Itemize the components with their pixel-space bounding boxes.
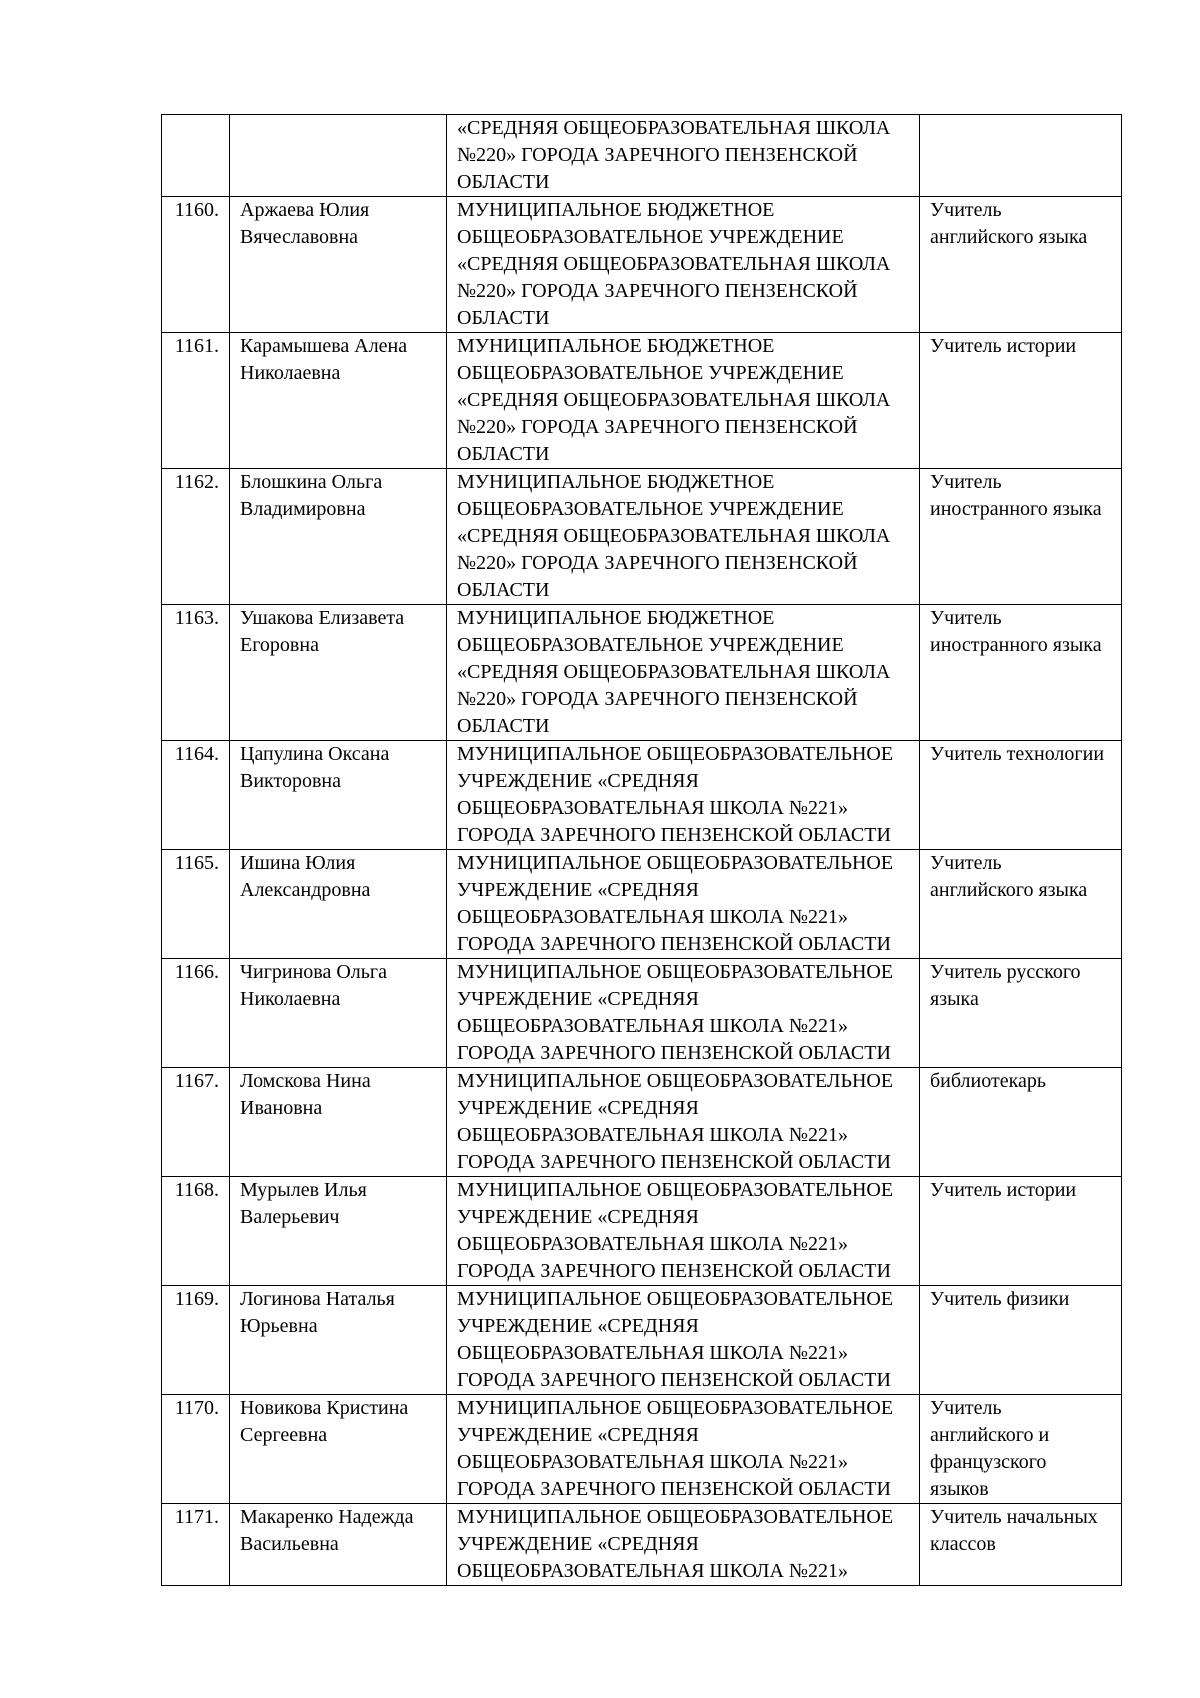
org-line: ОБЩЕОБРАЗОВАТЕЛЬНАЯ ШКОЛА №221» — [457, 1560, 848, 1582]
org-line: ОБЩЕОБРАЗОВАТЕЛЬНАЯ ШКОЛА №221» — [457, 1124, 848, 1146]
org-line: ОБЩЕОБРАЗОВАТЕЛЬНОЕ УЧРЕЖДЕНИЕ — [457, 634, 844, 656]
org-line: МУНИЦИПАЛЬНОЕ ОБЩЕОБРАЗОВАТЕЛЬНОЕ — [457, 1070, 894, 1092]
row-number: 1169. — [162, 1286, 230, 1395]
name-line: Логинова Наталья — [240, 1288, 395, 1310]
organization — [447, 1504, 920, 1586]
organization — [447, 605, 920, 741]
name-line: Николаевна — [240, 362, 341, 384]
org-line: «СРЕДНЯЯ ОБЩЕОБРАЗОВАТЕЛЬНАЯ ШКОЛА — [457, 117, 891, 139]
table-row — [162, 850, 1122, 959]
organization — [447, 1395, 920, 1504]
name-line: Карамышева Алена — [240, 335, 408, 357]
row-number: 1168. — [162, 1177, 230, 1286]
org-line: ОБЛАСТИ — [457, 579, 550, 601]
org-line: №220» ГОРОДА ЗАРЕЧНОГО ПЕНЗЕНСКОЙ — [457, 688, 858, 710]
name-line: Аржаева Юлия — [240, 199, 370, 221]
full-name — [230, 1068, 447, 1177]
org-line: УЧРЕЖДЕНИЕ «СРЕДНЯЯ — [457, 879, 699, 901]
full-name — [230, 197, 447, 333]
org-line: ОБЩЕОБРАЗОВАТЕЛЬНАЯ ШКОЛА №221» — [457, 797, 848, 819]
full-name — [230, 605, 447, 741]
position-line: Учитель — [930, 1397, 1002, 1419]
org-line: ГОРОДА ЗАРЕЧНОГО ПЕНЗЕНСКОЙ ОБЛАСТИ — [457, 933, 891, 955]
row-number: 1164. — [162, 741, 230, 850]
position-line: Учитель — [930, 607, 1002, 629]
name-line: Чигринова Ольга — [240, 961, 387, 983]
full-name — [230, 1504, 447, 1586]
position-line: библиотекарь — [930, 1070, 1047, 1092]
name-line: Вячеславовна — [240, 226, 359, 248]
name-line — [240, 142, 436, 169]
position-line — [930, 142, 1111, 169]
name-line: Валерьевич — [240, 1206, 340, 1228]
org-line: МУНИЦИПАЛЬНОЕ ОБЩЕОБРАЗОВАТЕЛЬНОЕ — [457, 1397, 894, 1419]
org-line: ГОРОДА ЗАРЕЧНОГО ПЕНЗЕНСКОЙ ОБЛАСТИ — [457, 1260, 891, 1282]
table-row — [162, 115, 1122, 197]
org-line: УЧРЕЖДЕНИЕ «СРЕДНЯЯ — [457, 1315, 699, 1337]
position — [920, 469, 1122, 605]
name-line: Сергеевна — [240, 1424, 328, 1446]
table-row — [162, 959, 1122, 1068]
name-line: Ломскова Нина — [240, 1070, 371, 1092]
position-line — [930, 1095, 1111, 1122]
position-line: Учитель технологии — [930, 743, 1105, 765]
position — [920, 605, 1122, 741]
name-line: Юрьевна — [240, 1315, 318, 1337]
name-line: Владимировна — [240, 498, 366, 520]
full-name — [230, 959, 447, 1068]
row-number — [162, 115, 230, 197]
name-line: Александровна — [240, 879, 371, 901]
position-line: Учитель истории — [930, 335, 1077, 357]
org-line: ОБЩЕОБРАЗОВАТЕЛЬНАЯ ШКОЛА №221» — [457, 1233, 848, 1255]
position-line: английского и — [930, 1424, 1050, 1446]
position-line: Учитель — [930, 852, 1002, 874]
org-line: ОБЩЕОБРАЗОВАТЕЛЬНОЕ УЧРЕЖДЕНИЕ — [457, 226, 844, 248]
org-line: «СРЕДНЯЯ ОБЩЕОБРАЗОВАТЕЛЬНАЯ ШКОЛА — [457, 525, 891, 547]
org-line: ГОРОДА ЗАРЕЧНОГО ПЕНЗЕНСКОЙ ОБЛАСТИ — [457, 1151, 891, 1173]
full-name — [230, 850, 447, 959]
position-line: иностранного языка — [930, 498, 1102, 520]
position — [920, 959, 1122, 1068]
org-line: «СРЕДНЯЯ ОБЩЕОБРАЗОВАТЕЛЬНАЯ ШКОЛА — [457, 389, 891, 411]
table-row — [162, 333, 1122, 469]
org-line: МУНИЦИПАЛЬНОЕ БЮДЖЕТНОЕ — [457, 471, 775, 493]
position-line: Учитель начальных — [930, 1506, 1098, 1528]
position — [920, 197, 1122, 333]
organization — [447, 741, 920, 850]
position — [920, 1286, 1122, 1395]
row-number: 1170. — [162, 1395, 230, 1504]
teachers-table — [161, 114, 1122, 1586]
full-name — [230, 469, 447, 605]
position-line — [930, 1313, 1111, 1340]
org-line: №220» ГОРОДА ЗАРЕЧНОГО ПЕНЗЕНСКОЙ — [457, 144, 858, 166]
org-line: ГОРОДА ЗАРЕЧНОГО ПЕНЗЕНСКОЙ ОБЛАСТИ — [457, 1042, 891, 1064]
row-number: 1171. — [162, 1504, 230, 1586]
org-line: МУНИЦИПАЛЬНОЕ БЮДЖЕТНОЕ — [457, 335, 775, 357]
position-line: Учитель русского — [930, 961, 1081, 983]
table-row — [162, 605, 1122, 741]
position-line: иностранного языка — [930, 634, 1102, 656]
org-line: МУНИЦИПАЛЬНОЕ БЮДЖЕТНОЕ — [457, 607, 775, 629]
name-line — [240, 115, 436, 142]
organization — [447, 197, 920, 333]
position-line: французского — [930, 1451, 1047, 1473]
org-line: УЧРЕЖДЕНИЕ «СРЕДНЯЯ — [457, 1533, 699, 1555]
full-name — [230, 115, 447, 197]
table-row — [162, 1068, 1122, 1177]
position — [920, 1068, 1122, 1177]
position — [920, 1177, 1122, 1286]
row-number: 1167. — [162, 1068, 230, 1177]
org-line: ОБЩЕОБРАЗОВАТЕЛЬНАЯ ШКОЛА №221» — [457, 906, 848, 928]
table-row — [162, 1177, 1122, 1286]
full-name — [230, 1286, 447, 1395]
full-name — [230, 1395, 447, 1504]
position-line: Учитель — [930, 471, 1002, 493]
organization — [447, 959, 920, 1068]
position — [920, 1395, 1122, 1504]
organization — [447, 333, 920, 469]
name-line: Викторовна — [240, 770, 341, 792]
table-row — [162, 741, 1122, 850]
organization — [447, 1286, 920, 1395]
organization — [447, 1068, 920, 1177]
row-number: 1162. — [162, 469, 230, 605]
table-body — [162, 115, 1122, 1586]
full-name — [230, 333, 447, 469]
org-line: ОБЩЕОБРАЗОВАТЕЛЬНАЯ ШКОЛА №221» — [457, 1015, 848, 1037]
org-line: ГОРОДА ЗАРЕЧНОГО ПЕНЗЕНСКОЙ ОБЛАСТИ — [457, 824, 891, 846]
organization — [447, 1177, 920, 1286]
position-line: классов — [930, 1533, 996, 1555]
table-row — [162, 469, 1122, 605]
org-line: ОБЩЕОБРАЗОВАТЕЛЬНОЕ УЧРЕЖДЕНИЕ — [457, 498, 844, 520]
position-line — [930, 360, 1111, 387]
position-line — [930, 768, 1111, 795]
name-line: Новикова Кристина — [240, 1397, 409, 1419]
organization — [447, 469, 920, 605]
position-line: Учитель физики — [930, 1288, 1070, 1310]
org-line: УЧРЕЖДЕНИЕ «СРЕДНЯЯ — [457, 988, 699, 1010]
name-line: Ишина Юлия — [240, 852, 356, 874]
org-line: «СРЕДНЯЯ ОБЩЕОБРАЗОВАТЕЛЬНАЯ ШКОЛА — [457, 661, 891, 683]
table-row — [162, 1286, 1122, 1395]
table-row — [162, 1504, 1122, 1586]
name-line: Егоровна — [240, 634, 319, 656]
org-line: УЧРЕЖДЕНИЕ «СРЕДНЯЯ — [457, 770, 699, 792]
name-line: Васильевна — [240, 1533, 339, 1555]
row-number: 1165. — [162, 850, 230, 959]
position-line: Учитель истории — [930, 1179, 1077, 1201]
org-line: №220» ГОРОДА ЗАРЕЧНОГО ПЕНЗЕНСКОЙ — [457, 552, 858, 574]
org-line: ОБЛАСТИ — [457, 443, 550, 465]
org-line: ОБЩЕОБРАЗОВАТЕЛЬНАЯ ШКОЛА №221» — [457, 1342, 848, 1364]
org-line: №220» ГОРОДА ЗАРЕЧНОГО ПЕНЗЕНСКОЙ — [457, 280, 858, 302]
row-number: 1163. — [162, 605, 230, 741]
org-line: МУНИЦИПАЛЬНОЕ ОБЩЕОБРАЗОВАТЕЛЬНОЕ — [457, 1179, 894, 1201]
org-line: УЧРЕЖДЕНИЕ «СРЕДНЯЯ — [457, 1206, 699, 1228]
row-number: 1166. — [162, 959, 230, 1068]
name-line: Мурылев Илья — [240, 1179, 367, 1201]
org-line: МУНИЦИПАЛЬНОЕ ОБЩЕОБРАЗОВАТЕЛЬНОЕ — [457, 961, 894, 983]
position-line: языка — [930, 988, 979, 1010]
org-line: ГОРОДА ЗАРЕЧНОГО ПЕНЗЕНСКОЙ ОБЛАСТИ — [457, 1478, 891, 1500]
organization — [447, 850, 920, 959]
org-line: №220» ГОРОДА ЗАРЕЧНОГО ПЕНЗЕНСКОЙ — [457, 416, 858, 438]
name-line: Цапулина Оксана — [240, 743, 390, 765]
org-line: УЧРЕЖДЕНИЕ «СРЕДНЯЯ — [457, 1424, 699, 1446]
table-row — [162, 197, 1122, 333]
org-line: МУНИЦИПАЛЬНОЕ ОБЩЕОБРАЗОВАТЕЛЬНОЕ — [457, 1288, 894, 1310]
position-line: английского языка — [930, 879, 1088, 901]
org-line: ОБЛАСТИ — [457, 307, 550, 329]
row-number: 1160. — [162, 197, 230, 333]
position-line: английского языка — [930, 226, 1088, 248]
position — [920, 333, 1122, 469]
full-name — [230, 1177, 447, 1286]
org-line: МУНИЦИПАЛЬНОЕ БЮДЖЕТНОЕ — [457, 199, 775, 221]
table-row — [162, 1395, 1122, 1504]
org-line: УЧРЕЖДЕНИЕ «СРЕДНЯЯ — [457, 1097, 699, 1119]
name-line: Николаевна — [240, 988, 341, 1010]
position — [920, 741, 1122, 850]
org-line: «СРЕДНЯЯ ОБЩЕОБРАЗОВАТЕЛЬНАЯ ШКОЛА — [457, 253, 891, 275]
position-line — [930, 1204, 1111, 1231]
org-line: МУНИЦИПАЛЬНОЕ ОБЩЕОБРАЗОВАТЕЛЬНОЕ — [457, 1506, 894, 1528]
name-line: Ивановна — [240, 1097, 323, 1119]
name-line: Блошкина Ольга — [240, 471, 383, 493]
full-name — [230, 741, 447, 850]
org-line: МУНИЦИПАЛЬНОЕ ОБЩЕОБРАЗОВАТЕЛЬНОЕ — [457, 852, 894, 874]
org-line: МУНИЦИПАЛЬНОЕ ОБЩЕОБРАЗОВАТЕЛЬНОЕ — [457, 743, 894, 765]
position — [920, 850, 1122, 959]
organization — [447, 115, 920, 197]
name-line: Ушакова Елизавета — [240, 607, 405, 629]
position-line — [930, 115, 1111, 142]
org-line: ОБЩЕОБРАЗОВАТЕЛЬНОЕ УЧРЕЖДЕНИЕ — [457, 362, 844, 384]
org-line: ГОРОДА ЗАРЕЧНОГО ПЕНЗЕНСКОЙ ОБЛАСТИ — [457, 1369, 891, 1391]
org-line: ОБЛАСТИ — [457, 171, 550, 193]
position-line: Учитель — [930, 199, 1002, 221]
position — [920, 1504, 1122, 1586]
position — [920, 115, 1122, 197]
org-line: ОБЛАСТИ — [457, 715, 550, 737]
row-number: 1161. — [162, 333, 230, 469]
name-line: Макаренко Надежда — [240, 1506, 414, 1528]
position-line: языков — [930, 1478, 989, 1500]
org-line: ОБЩЕОБРАЗОВАТЕЛЬНАЯ ШКОЛА №221» — [457, 1451, 848, 1473]
